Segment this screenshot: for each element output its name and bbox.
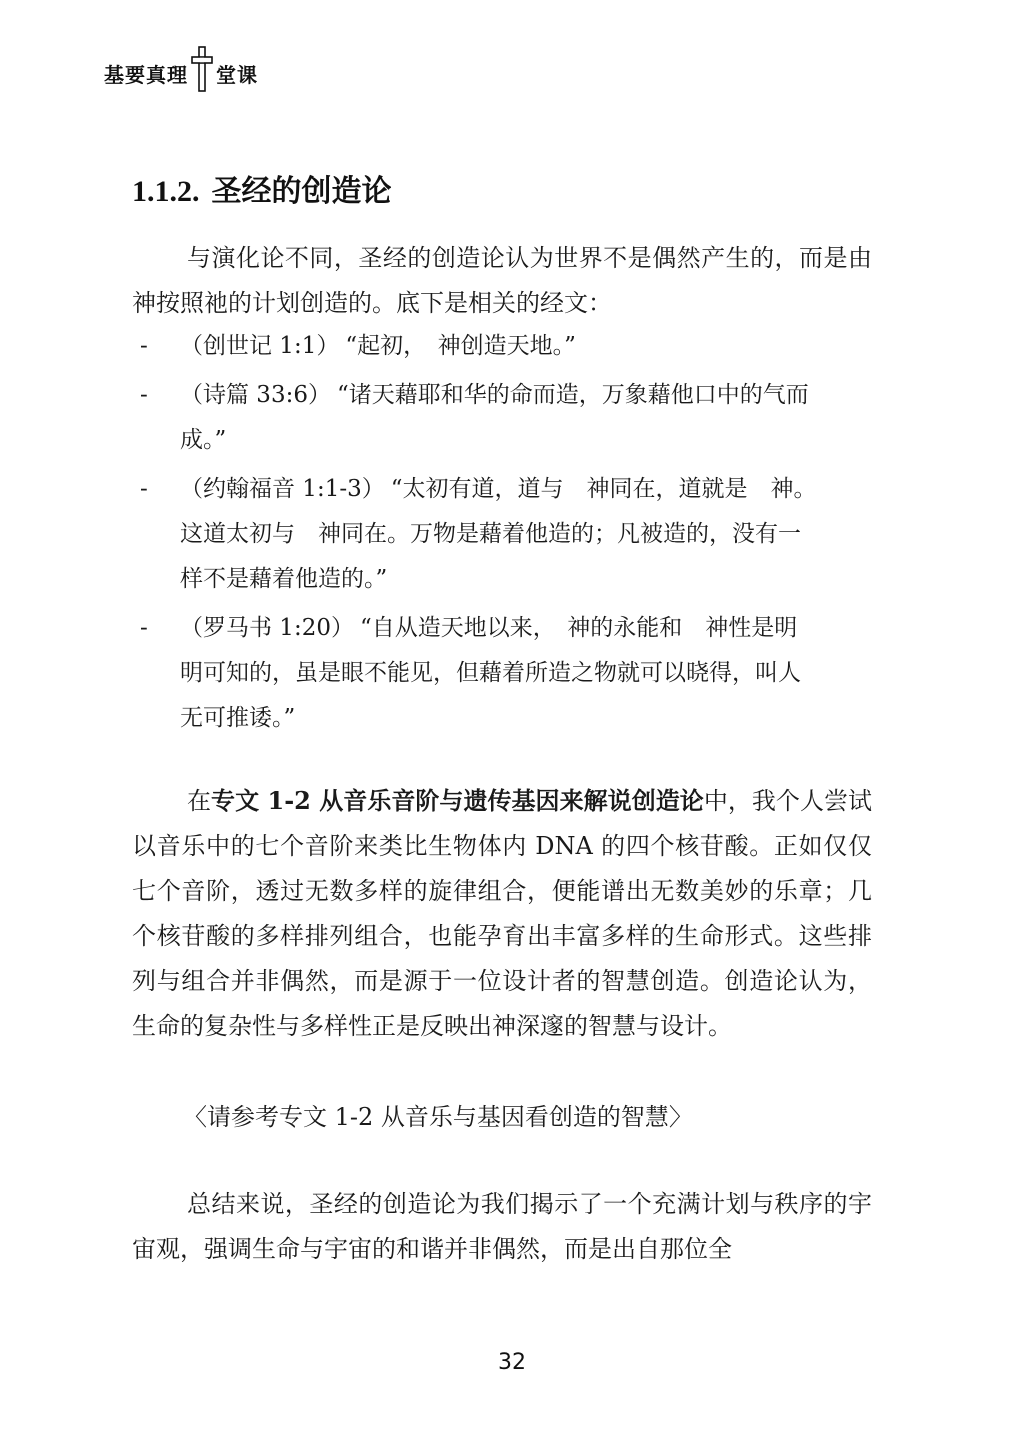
verse-reference: （创世记 1:1） xyxy=(180,333,340,359)
verse-item xyxy=(140,373,820,463)
list-dash: - xyxy=(140,382,148,408)
verse-reference: （罗马书 1:20） xyxy=(180,615,354,641)
verse-reference: （诗篇 33:6） xyxy=(180,382,331,408)
verse-text: “起初， 神创造天地。” xyxy=(345,333,576,359)
page-number: 32 xyxy=(498,1350,526,1375)
essay-paragraph xyxy=(132,778,872,1049)
list-dash: - xyxy=(140,333,148,359)
verse-text: “太初有道，道与 神同在，道就是 神。这道太初与 神同在。万物是藉着他造的；凡被造的，没有一样不是藉着他造的。” xyxy=(180,476,817,592)
essay-lead: 在 xyxy=(187,787,212,815)
intro-paragraph xyxy=(132,236,872,326)
section-title: 圣经的创造论 xyxy=(211,174,392,209)
section-heading xyxy=(132,166,392,210)
header-title-right: 堂课 xyxy=(216,63,258,87)
verse-item xyxy=(140,324,840,369)
header-title-left: 基要真理 xyxy=(104,63,188,87)
verse-reference: （约翰福音 1:1-3） xyxy=(180,476,385,502)
list-dash: - xyxy=(140,476,148,502)
essay-bold-title: 专文 1-2 从音乐音阶与遗传基因来解说创造论 xyxy=(211,786,704,815)
intro-text: 与演化论不同，圣经的创造论认为世界不是偶然产生的，而是由神按照祂的计划创造的。底下是相关的经文： xyxy=(132,244,872,317)
verse-list xyxy=(140,324,840,741)
verse-text: “自从造天地以来， 神的永能和 神性是明明可知的，虽是眼不能见，但藉着所造之物就可以晓得，叫人无可推诿。” xyxy=(180,615,801,731)
cross-icon xyxy=(191,46,213,92)
conclusion-paragraph xyxy=(132,1182,872,1272)
reference-note: 〈请参考专文 1-2 从音乐与基因看创造的智慧〉 xyxy=(183,1103,693,1131)
verse-item xyxy=(140,467,820,602)
verse-text: “诸天藉耶和华的命而造，万象藉他口中的气而成。” xyxy=(180,382,809,453)
list-dash: - xyxy=(140,615,148,641)
essay-rest: 中，我个人尝试以音乐中的七个音阶来类比生物体内 DNA 的四个核苷酸。正如仅仅七个音阶，透过无数多样的旋律组合，便能谱出无数美妙的乐章；几个核苷酸的多样排列组合，也能孕育出丰富多样的生命形式。这些排列与组合并非偶然，而是源于一位设计者的智慧创造。创造论认为，生命的复杂性与多样性正是反映出神深邃的智慧与设计。 xyxy=(132,787,873,1040)
verse-item xyxy=(140,606,820,741)
running-header xyxy=(104,38,258,88)
section-number: 1.1.2. xyxy=(132,175,200,208)
conclusion-text: 总结来说，圣经的创造论为我们揭示了一个充满计划与秩序的宇宙观，强调生命与宇宙的和谐并非偶然，而是出自那位全 xyxy=(132,1190,872,1263)
essay-text xyxy=(132,778,872,1049)
